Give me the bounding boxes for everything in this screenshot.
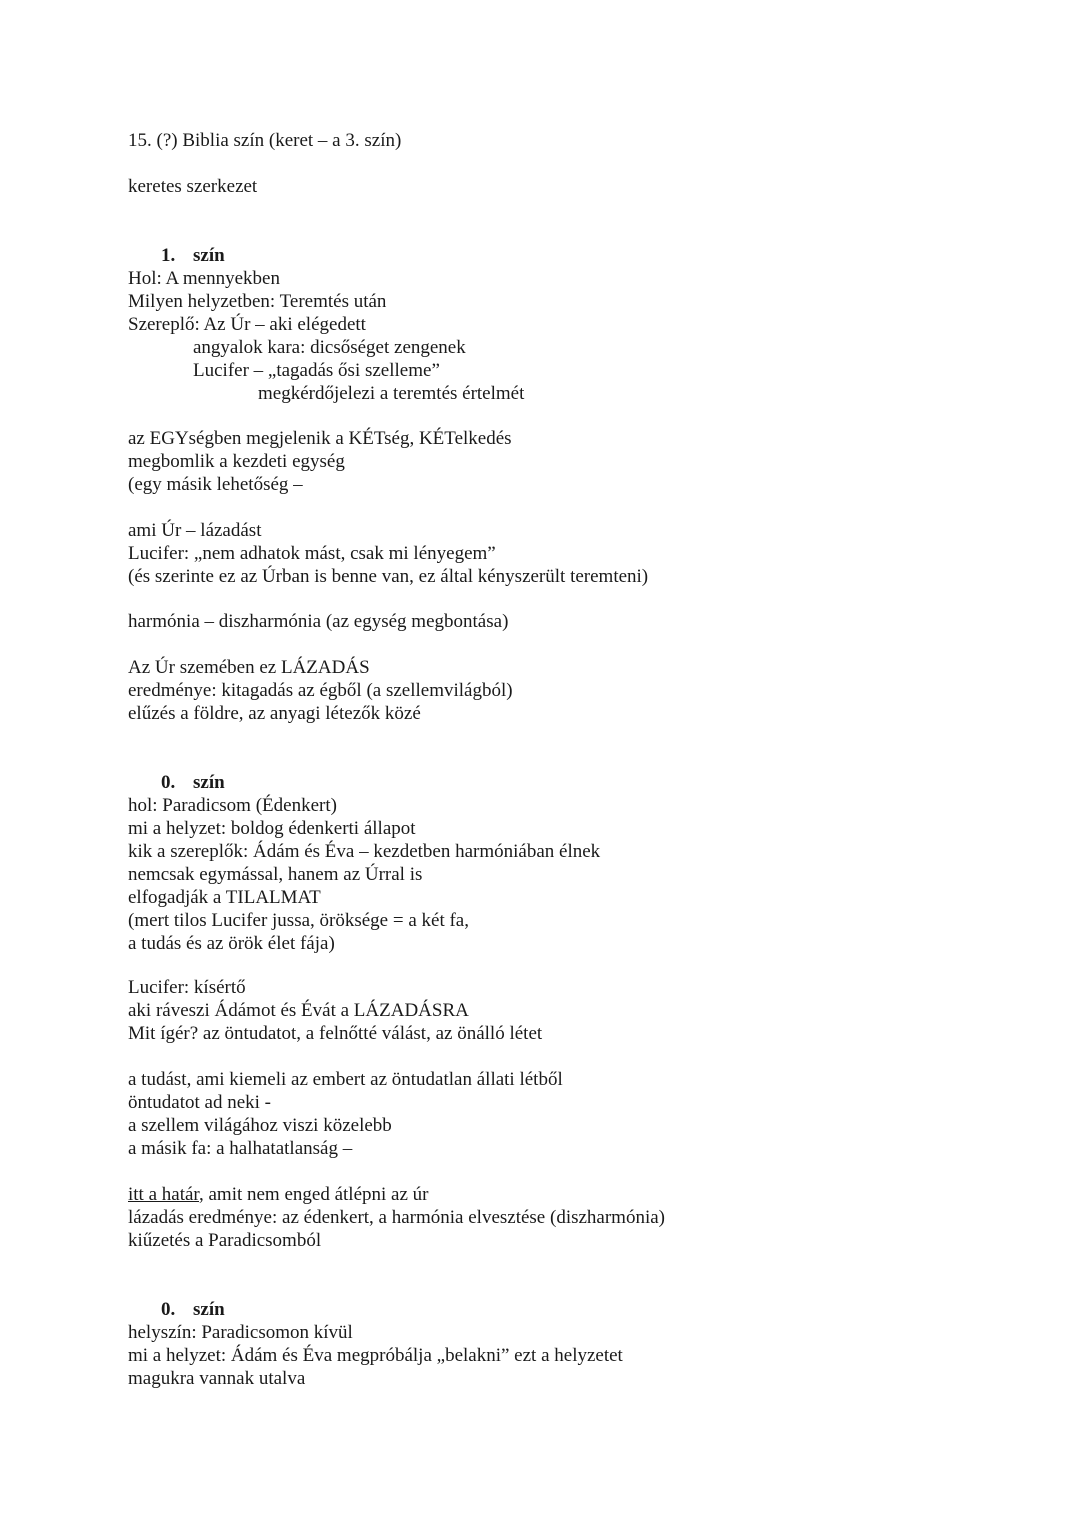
text-line: eredménye: kitagadás az égből (a szellemvilágból)	[128, 680, 513, 701]
text-line: a tudás és az örök élet fája)	[128, 933, 335, 954]
text-line: Lucifer – „tagadás ősi szelleme”	[193, 360, 440, 381]
text-line: az EGYségben megjelenik a KÉTség, KÉTelkedés	[128, 428, 512, 449]
text-line: elfogadják a TILALMAT	[128, 887, 321, 908]
text-line: Milyen helyzetben: Teremtés után	[128, 291, 387, 312]
scene-2-word: szín	[193, 772, 225, 793]
scene-1-section	[128, 244, 524, 405]
text-line: Lucifer: „nem adhatok mást, csak mi lényegem”	[128, 543, 496, 564]
text-line: Lucifer: kísértő	[128, 977, 246, 998]
text-line: Szereplő: Az Úr – aki elégedett	[128, 314, 366, 335]
text-line: a szellem világához viszi közelebb	[128, 1115, 392, 1136]
scene-3-section	[128, 1298, 623, 1390]
document-subtitle: keretes szerkezet	[128, 176, 258, 197]
scene-3-word: szín	[193, 1299, 225, 1320]
paragraph	[128, 519, 648, 588]
text-line: kik a szereplők: Ádám és Éva – kezdetben harmóniában élnek	[128, 841, 601, 862]
text-line: mi a helyzet: Ádám és Éva megpróbálja „belakni” ezt a helyzetet	[128, 1345, 623, 1366]
underlined-phrase: itt a határ	[128, 1184, 199, 1205]
text-line: aki ráveszi Ádámot és Évát a LÁZADÁSRA	[128, 1000, 469, 1021]
text-line: mi a helyzet: boldog édenkerti állapot	[128, 818, 416, 839]
scene-1-word: szín	[193, 245, 225, 266]
text-line: harmónia – diszharmónia (az egység megbontása)	[128, 611, 509, 632]
text-line: hol: Paradicsom (Édenkert)	[128, 795, 337, 816]
text-line	[128, 1183, 665, 1206]
text-run: , amit nem enged átlépni az úr	[198, 1184, 429, 1205]
text-line: kiűzetés a Paradicsomból	[128, 1230, 322, 1251]
text-line: Az Úr szemében ez LÁZADÁS	[128, 657, 370, 678]
text-line: ami Úr – lázadást	[128, 520, 262, 541]
text-line: magukra vannak utalva	[128, 1368, 306, 1389]
scene-3-heading	[128, 1298, 623, 1321]
text-line: a tudást, ami kiemeli az embert az öntudatlan állati létből	[128, 1069, 563, 1090]
paragraph	[128, 1183, 665, 1252]
document-title: 15. (?) Biblia szín (keret – a 3. szín)	[128, 130, 402, 151]
text-line: nemcsak egymással, hanem az Úrral is	[128, 864, 423, 885]
text-line: angyalok kara: dicsőséget zengenek	[193, 337, 466, 358]
text-line: lázadás eredménye: az édenkert, a harmónia elvesztése (diszharmónia)	[128, 1207, 666, 1228]
text-line: (és szerinte ez az Úrban is benne van, ez által kényszerült teremteni)	[128, 566, 649, 587]
paragraph	[128, 610, 508, 633]
paragraph	[128, 976, 542, 1045]
text-line: megkérdőjelezi a teremtés értelmét	[258, 383, 525, 404]
paragraph	[128, 1068, 563, 1160]
text-line: megbomlik a kezdeti egység	[128, 451, 345, 472]
text-line: Hol: A mennyekben	[128, 268, 280, 289]
text-line: öntudatot ad neki -	[128, 1092, 271, 1113]
text-line: Mit ígér? az öntudatot, a felnőtté válást, az önálló létet	[128, 1023, 543, 1044]
scene-2-section	[128, 771, 600, 955]
scene-1-number: 1.	[161, 245, 176, 266]
scene-2-heading	[128, 771, 600, 794]
text-line: helyszín: Paradicsomon kívül	[128, 1322, 353, 1343]
document-title-block	[128, 129, 401, 152]
text-line: (egy másik lehetőség –	[128, 474, 303, 495]
text-line: a másik fa: a halhatatlanság –	[128, 1138, 353, 1159]
document-subtitle-block	[128, 175, 257, 198]
scene-1-heading	[128, 244, 524, 267]
paragraph	[128, 427, 512, 496]
scene-2-number: 0.	[161, 772, 176, 793]
scene-3-number: 0.	[161, 1299, 176, 1320]
paragraph	[128, 656, 513, 725]
text-line: (mert tilos Lucifer jussa, öröksége = a két fa,	[128, 910, 469, 931]
text-line: elűzés a földre, az anyagi létezők közé	[128, 703, 421, 724]
